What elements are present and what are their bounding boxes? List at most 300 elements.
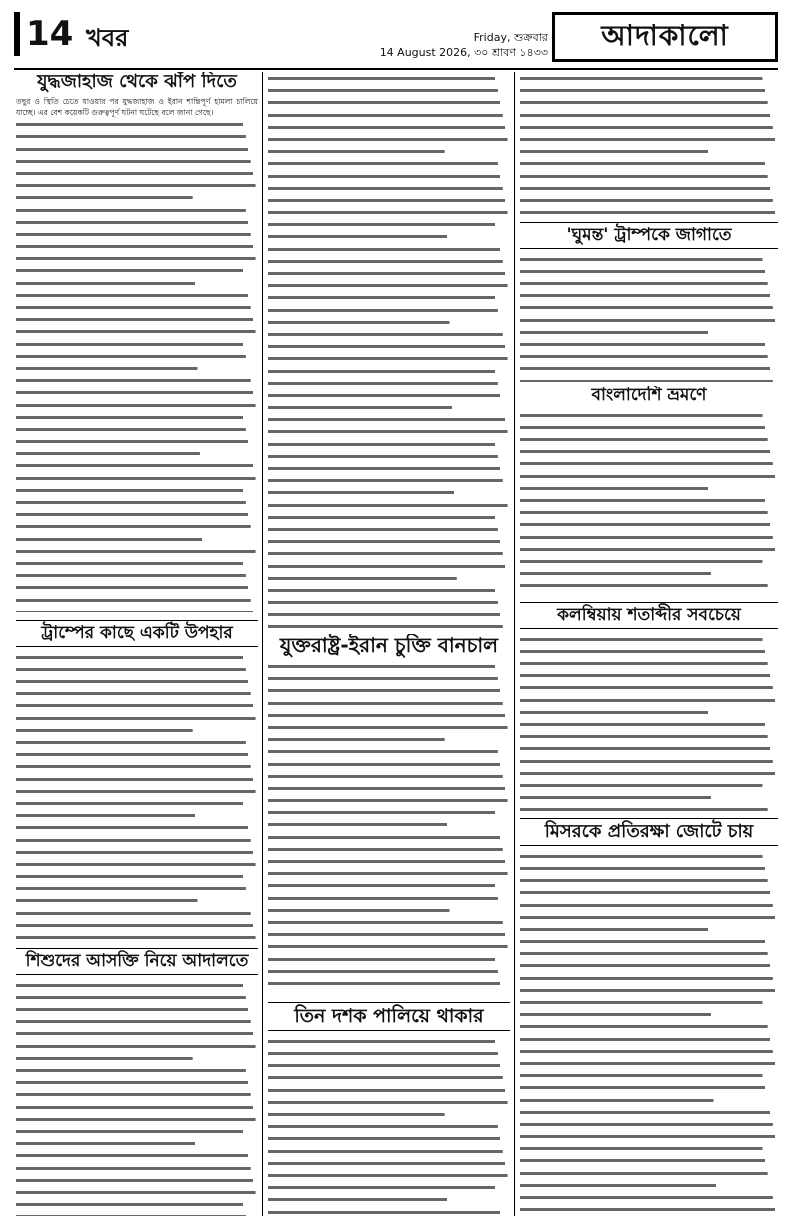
text-line <box>268 316 510 328</box>
article-top-right <box>520 72 778 222</box>
text-line <box>520 899 778 911</box>
text-line <box>16 834 258 846</box>
text-line <box>268 438 510 450</box>
text-line <box>520 482 778 494</box>
text-line <box>520 947 778 959</box>
text-line <box>16 748 258 760</box>
text-line <box>268 243 510 255</box>
text-line <box>520 170 778 182</box>
text-line <box>520 326 778 338</box>
text-line <box>268 794 510 806</box>
headline-warship: যুদ্ধজাহাজ থেকে ঝাঁপ দিতে <box>37 72 237 92</box>
text-line <box>268 1157 510 1169</box>
text-line <box>16 1040 258 1052</box>
text-line <box>16 277 258 289</box>
text-line <box>268 904 510 916</box>
text-line <box>16 1076 258 1088</box>
text-line <box>520 886 778 898</box>
text-line <box>268 843 510 855</box>
text-line <box>520 706 778 718</box>
text-line <box>16 651 258 663</box>
section-name: খবর <box>86 24 129 52</box>
text-line <box>16 569 258 581</box>
text-line <box>16 736 258 748</box>
text-line <box>268 584 510 596</box>
text-line <box>16 313 258 325</box>
article-three-decades <box>268 1002 510 1216</box>
text-line <box>520 972 778 984</box>
text-line <box>268 499 510 511</box>
text-line <box>520 1118 778 1130</box>
column-divider <box>262 72 263 1216</box>
text-line <box>16 773 258 785</box>
text-line <box>16 496 258 508</box>
text-line <box>268 279 510 291</box>
text-line <box>520 669 778 681</box>
text-line <box>268 672 510 684</box>
text-line <box>520 375 778 382</box>
text-line <box>520 862 778 874</box>
text-line <box>268 855 510 867</box>
text-line <box>268 1145 510 1157</box>
text-line <box>268 818 510 830</box>
text-line <box>520 1179 778 1191</box>
text-line <box>520 109 778 121</box>
text-line <box>268 770 510 782</box>
text-line <box>16 821 258 833</box>
text-line <box>520 314 778 326</box>
text-line <box>16 411 258 423</box>
text-line <box>268 365 510 377</box>
text-line <box>16 374 258 386</box>
text-line <box>16 130 258 142</box>
text-line <box>268 560 510 572</box>
headline-sleeping-trump: 'ঘুমন্ত' ট্রাম্পকে জাগাতে <box>520 222 778 249</box>
text-line <box>520 694 778 706</box>
text-line <box>268 547 510 559</box>
text-line <box>16 362 258 374</box>
text-line <box>268 831 510 843</box>
article-sleeping-trump <box>520 222 778 382</box>
text-line <box>520 850 778 862</box>
text-line <box>16 687 258 699</box>
article-bangladeshi-travel <box>520 386 778 596</box>
article-trump-gift <box>16 620 258 940</box>
text-line <box>520 543 778 555</box>
text-line <box>268 660 510 672</box>
text-line <box>16 1137 258 1149</box>
text-line <box>268 474 510 486</box>
text-line <box>16 675 258 687</box>
text-line <box>268 1035 510 1047</box>
text-line <box>16 143 258 155</box>
article-body-text <box>520 850 778 1216</box>
article-body-text <box>16 118 258 612</box>
text-line <box>520 923 778 935</box>
text-line <box>16 1113 258 1125</box>
text-line <box>268 989 510 994</box>
text-line <box>16 606 258 612</box>
column-divider <box>514 72 515 1216</box>
text-line <box>16 785 258 797</box>
text-line <box>268 267 510 279</box>
newspaper-logo: আদাকালো <box>552 12 778 62</box>
text-line <box>16 228 258 240</box>
text-line <box>16 581 258 593</box>
text-line <box>520 433 778 445</box>
text-line <box>268 1169 510 1181</box>
text-line <box>268 1132 510 1144</box>
text-line <box>268 867 510 879</box>
headline-trump-gift: ট্রাম্পের কাছে একটি উপহার <box>16 620 258 647</box>
text-line <box>520 531 778 543</box>
text-line <box>16 350 258 362</box>
text-line <box>268 377 510 389</box>
text-line <box>268 340 510 352</box>
text-line <box>16 712 258 724</box>
headline-egypt-defense: মিসরকে প্রতিরক্ষা জোটে চায় <box>520 818 778 846</box>
text-line <box>268 291 510 303</box>
text-line <box>16 508 258 520</box>
text-line <box>520 555 778 567</box>
text-line <box>520 592 778 597</box>
text-line <box>16 870 258 882</box>
article-warship-continued <box>268 72 510 632</box>
text-line <box>268 72 510 84</box>
text-line <box>268 782 510 794</box>
text-line <box>268 953 510 965</box>
text-line <box>268 1181 510 1193</box>
text-line <box>16 991 258 1003</box>
text-line <box>268 157 510 169</box>
text-line <box>520 265 778 277</box>
text-line <box>520 1191 778 1203</box>
text-line <box>268 977 510 989</box>
text-line <box>16 423 258 435</box>
text-line <box>16 240 258 252</box>
text-line <box>16 1186 258 1198</box>
text-line <box>268 1071 510 1083</box>
text-line <box>520 1069 778 1081</box>
text-line <box>16 797 258 809</box>
text-line <box>268 230 510 242</box>
text-line <box>16 760 258 772</box>
text-line <box>520 506 778 518</box>
text-line <box>268 1120 510 1132</box>
text-line <box>268 697 510 709</box>
text-line <box>520 133 778 145</box>
text-line <box>268 206 510 218</box>
text-line <box>16 399 258 411</box>
text-line <box>268 596 510 608</box>
text-line <box>520 1033 778 1045</box>
article-colombia <box>520 602 778 812</box>
text-line <box>16 447 258 459</box>
text-line <box>16 846 258 858</box>
text-line <box>16 179 258 191</box>
text-line <box>268 109 510 121</box>
text-line <box>16 1210 258 1216</box>
text-line <box>520 1106 778 1118</box>
text-line <box>268 389 510 401</box>
dateline <box>380 30 548 60</box>
text-line <box>268 928 510 940</box>
text-line <box>520 791 778 803</box>
text-line <box>268 1059 510 1071</box>
article-warship <box>16 72 258 612</box>
text-line <box>520 277 778 289</box>
masthead <box>14 8 778 70</box>
text-line <box>268 1047 510 1059</box>
headline-us-iran-deal: যুক্তরাষ্ট্র-ইরান চুক্তি বানচাল <box>279 634 499 657</box>
text-line <box>16 204 258 216</box>
headline-children-addiction: শিশুদের আসক্তি নিয়ে আদালতে <box>16 948 258 975</box>
text-line <box>16 1125 258 1137</box>
text-line <box>16 264 258 276</box>
text-line <box>520 959 778 971</box>
text-line <box>268 523 510 535</box>
text-line <box>520 72 778 84</box>
text-line <box>16 1101 258 1113</box>
text-line <box>520 1167 778 1179</box>
text-line <box>268 1193 510 1205</box>
text-line <box>520 633 778 645</box>
text-line <box>520 421 778 433</box>
text-line <box>268 721 510 733</box>
text-line <box>520 803 778 812</box>
column-left <box>16 72 258 1216</box>
column-middle <box>268 72 510 1216</box>
text-line <box>268 486 510 498</box>
text-line <box>16 858 258 870</box>
text-line <box>16 1174 258 1186</box>
text-line <box>16 191 258 203</box>
text-line <box>16 1162 258 1174</box>
text-line <box>16 1052 258 1064</box>
text-line <box>16 301 258 313</box>
text-line <box>268 709 510 721</box>
day-line: Friday, শুক্রবার <box>473 31 548 44</box>
text-line <box>268 352 510 364</box>
page-number: 14 <box>14 12 73 56</box>
text-line <box>268 328 510 340</box>
text-line <box>268 892 510 904</box>
text-line <box>268 255 510 267</box>
text-line <box>520 445 778 457</box>
text-line <box>520 470 778 482</box>
text-line <box>268 511 510 523</box>
text-line <box>268 879 510 891</box>
text-line <box>16 557 258 569</box>
text-line <box>16 1198 258 1210</box>
text-line <box>268 965 510 977</box>
text-line <box>268 940 510 952</box>
text-line <box>268 462 510 474</box>
article-body-text <box>520 409 778 596</box>
text-line <box>520 338 778 350</box>
text-line <box>520 206 778 218</box>
text-line <box>268 1096 510 1108</box>
text-line <box>16 167 258 179</box>
article-body-text <box>268 660 510 994</box>
text-line <box>520 1094 778 1106</box>
text-line <box>520 567 778 579</box>
text-line <box>520 874 778 886</box>
text-line <box>520 84 778 96</box>
text-line <box>268 684 510 696</box>
text-line <box>520 457 778 469</box>
date-line: 14 August 2026, ৩০ শ্রাবণ ১৪৩৩ <box>379 46 548 59</box>
text-line <box>16 1003 258 1015</box>
text-line <box>520 253 778 265</box>
text-line <box>520 362 778 374</box>
text-line <box>520 301 778 313</box>
text-line <box>520 1057 778 1069</box>
article-body-text <box>16 979 258 1216</box>
text-line <box>16 155 258 167</box>
text-line <box>268 758 510 770</box>
text-line <box>268 96 510 108</box>
text-line <box>268 218 510 230</box>
text-line <box>268 84 510 96</box>
text-line <box>16 594 258 606</box>
text-line <box>16 1088 258 1100</box>
text-line <box>268 572 510 584</box>
article-body-text <box>16 651 258 940</box>
article-body-text <box>268 1035 510 1216</box>
text-line <box>16 979 258 991</box>
text-line <box>520 742 778 754</box>
text-line <box>16 882 258 894</box>
text-line <box>520 1008 778 1020</box>
text-line <box>16 699 258 711</box>
text-line <box>520 409 778 421</box>
text-line <box>520 1154 778 1166</box>
text-line <box>520 718 778 730</box>
text-line <box>520 935 778 947</box>
text-line <box>16 289 258 301</box>
text-line <box>16 907 258 919</box>
text-line <box>16 118 258 130</box>
text-line <box>268 733 510 745</box>
text-line <box>16 1064 258 1076</box>
text-line <box>520 730 778 742</box>
text-line <box>268 121 510 133</box>
text-line <box>16 1149 258 1161</box>
text-line <box>520 1020 778 1032</box>
text-line <box>520 984 778 996</box>
text-line <box>268 450 510 462</box>
text-line <box>268 304 510 316</box>
text-line <box>520 996 778 1008</box>
text-line <box>268 145 510 157</box>
article-children-addiction <box>16 948 258 1216</box>
text-line <box>520 182 778 194</box>
headline-colombia: কলম্বিয়ায় শতাব্দীর সবচেয়ে <box>520 602 778 629</box>
text-line <box>520 579 778 591</box>
text-line <box>16 724 258 736</box>
text-line <box>520 1203 778 1215</box>
text-line <box>520 96 778 108</box>
text-line <box>268 401 510 413</box>
text-line <box>268 916 510 928</box>
text-line <box>16 1015 258 1027</box>
article-body-text <box>268 72 510 632</box>
text-line <box>520 911 778 923</box>
text-line <box>520 1215 778 1216</box>
article-body-text <box>520 72 778 222</box>
text-line <box>268 1084 510 1096</box>
text-line <box>268 608 510 620</box>
text-line <box>520 194 778 206</box>
text-line <box>16 545 258 557</box>
text-line <box>520 1130 778 1142</box>
text-line <box>16 216 258 228</box>
text-line <box>520 121 778 133</box>
text-line <box>268 1206 510 1216</box>
text-line <box>268 194 510 206</box>
text-line <box>268 535 510 547</box>
text-line <box>520 779 778 791</box>
text-line <box>520 1081 778 1093</box>
text-line <box>520 157 778 169</box>
text-line <box>520 145 778 157</box>
text-line <box>268 413 510 425</box>
headline-bangladeshi-travel: বাংলাদেশি ভ্রমণে <box>591 386 707 405</box>
text-line <box>16 325 258 337</box>
text-line <box>520 494 778 506</box>
text-line <box>268 1108 510 1120</box>
text-line <box>16 338 258 350</box>
text-line <box>16 894 258 906</box>
text-line <box>16 520 258 532</box>
text-line <box>16 252 258 264</box>
text-line <box>16 919 258 931</box>
text-line <box>16 386 258 398</box>
text-line <box>520 350 778 362</box>
text-line <box>268 170 510 182</box>
text-line <box>16 472 258 484</box>
text-line <box>520 289 778 301</box>
text-line <box>520 518 778 530</box>
text-line <box>268 182 510 194</box>
article-us-iran-deal <box>268 634 510 994</box>
text-line <box>268 806 510 818</box>
text-line <box>16 459 258 471</box>
text-line <box>520 645 778 657</box>
text-line <box>268 425 510 437</box>
text-line <box>16 663 258 675</box>
text-line <box>16 435 258 447</box>
text-line <box>16 809 258 821</box>
text-line <box>16 1027 258 1039</box>
text-line <box>520 681 778 693</box>
article-body-text <box>520 253 778 382</box>
article-egypt-defense <box>520 818 778 1216</box>
column-right <box>520 72 778 1216</box>
text-line <box>268 133 510 145</box>
text-line <box>520 755 778 767</box>
article-body-text <box>520 633 778 812</box>
text-line <box>520 657 778 669</box>
text-line <box>16 533 258 545</box>
text-line <box>268 745 510 757</box>
text-line <box>268 620 510 632</box>
text-line <box>520 767 778 779</box>
headline-three-decades: তিন দশক পালিয়ে থাকার <box>268 1002 510 1031</box>
article-lead: তছুর ও স্থিতি চেতে যাওয়ার পর যুদ্ধজাহাজ ও ইরান শান্তিপূর্ণ হামলা চালিয়ে যাচ্ছে। এর বেশ কয়েকটি গুরুত্বপূর্ণ ঘটনা ঘটেছে বলে জানা গেছে। <box>16 96 258 117</box>
text-line <box>520 1045 778 1057</box>
